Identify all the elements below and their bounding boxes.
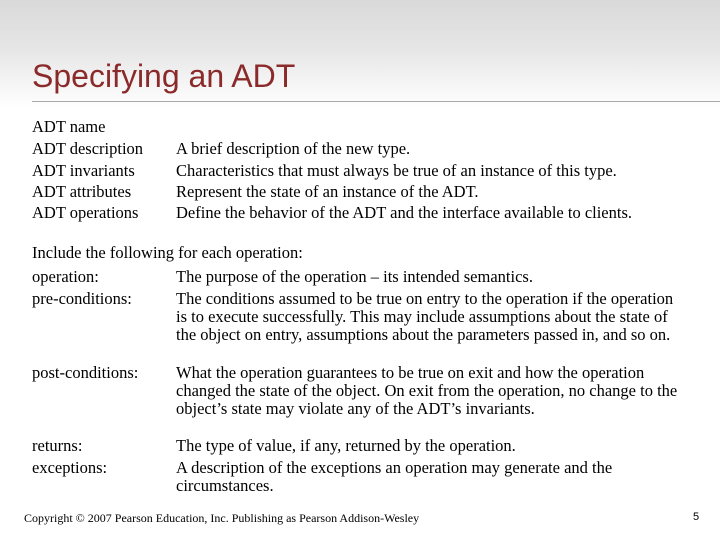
- adt-definition: A brief description of the new type.: [176, 139, 411, 158]
- page-number: 5: [693, 511, 700, 523]
- operation-definition: A description of the exceptions an operation may generate and the circumstances.: [176, 458, 613, 495]
- operation-intro: Include the following for each operation:: [32, 243, 303, 262]
- adt-term: ADT operations: [32, 203, 139, 222]
- operation-definition: The conditions assumed to be true on entry to the operation if the operation is to execute successfully. This may include assumptions about the state of the object on entry, assumptions about the parameters passed in, and so on.: [176, 289, 674, 344]
- adt-definition: Characteristics that must always be true of an instance of this type.: [176, 161, 617, 180]
- operation-term: exceptions:: [32, 458, 108, 477]
- adt-term: ADT attributes: [32, 182, 132, 201]
- adt-definition: Represent the state of an instance of the ADT.: [176, 182, 479, 201]
- adt-definition: Define the behavior of the ADT and the interface available to clients.: [176, 203, 633, 222]
- operation-definition: The purpose of the operation – its intended semantics.: [176, 267, 533, 286]
- operation-definition: The type of value, if any, returned by the operation.: [176, 436, 516, 455]
- copyright-footer: Copyright © 2007 Pearson Education, Inc. Publishing as Pearson Addison-Wesley: [24, 511, 420, 525]
- adt-term: ADT invariants: [32, 161, 135, 180]
- adt-term: ADT description: [32, 139, 144, 158]
- operation-term: pre-conditions:: [32, 289, 132, 308]
- adt-term: ADT name: [32, 117, 106, 136]
- operation-term: operation:: [32, 267, 99, 286]
- operation-definition: What the operation guarantees to be true on exit and how the operation changed the state of the object. On exit from the operation, no change to the object’s state may violate any of the ADT’s invariants.: [176, 363, 678, 418]
- slide-title: Specifying an ADT: [32, 58, 296, 94]
- operation-term: returns:: [32, 436, 83, 455]
- title-divider: [32, 101, 720, 102]
- operation-term: post-conditions:: [32, 363, 139, 382]
